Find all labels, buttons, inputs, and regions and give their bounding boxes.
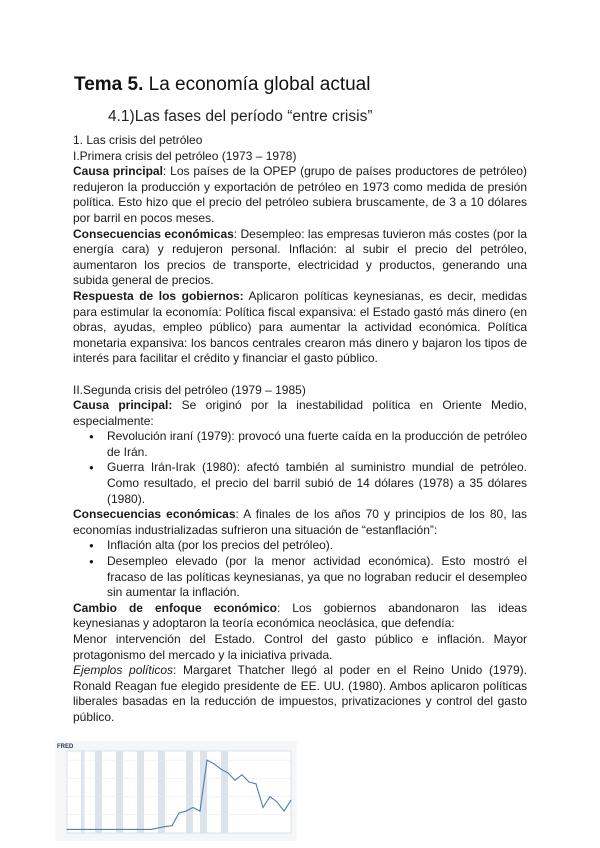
section-heading: 4.1)Las fases del período “entre crisis” <box>108 108 373 125</box>
data-point <box>277 802 278 803</box>
label: Causa principal: <box>73 398 173 413</box>
data-point <box>67 829 68 830</box>
data-point <box>186 811 187 812</box>
page-title <box>74 74 370 96</box>
data-point <box>221 769 222 770</box>
data-point <box>284 811 285 812</box>
data-point <box>249 781 250 782</box>
text: : Los gobiernos abandonaron las ideas keynesianas y adoptaron la teoría económica neoclásica, que defendía: <box>73 600 527 631</box>
crisis2-consequences <box>73 507 527 538</box>
crisis2-cause <box>73 398 527 429</box>
crisis-heading: 1. Las crisis del petróleo <box>73 133 203 147</box>
data-point <box>165 826 166 827</box>
list-item: ● Inflación alta (por los precios del petróleo). <box>107 538 527 554</box>
data-point <box>256 783 257 784</box>
document-body <box>73 133 527 726</box>
consequence-list <box>73 538 527 600</box>
recession-band <box>186 751 193 833</box>
data-point <box>81 829 82 830</box>
data-point <box>200 811 201 812</box>
data-point <box>95 829 96 830</box>
economic-shift <box>73 601 527 632</box>
recession-band <box>95 751 102 833</box>
recession-band <box>81 751 85 833</box>
political-examples <box>73 663 527 725</box>
data-point <box>172 825 173 826</box>
crisis2-subheading: II.Segunda crisis del petróleo (1979 – 1985) <box>73 382 306 397</box>
recession-band <box>158 751 165 833</box>
label: Consecuencias económicas <box>73 226 234 241</box>
label: Causa principal <box>73 164 163 179</box>
data-point <box>179 812 180 813</box>
data-point <box>137 829 138 830</box>
crisis1-consequences <box>73 227 527 289</box>
crisis1-cause <box>73 164 527 226</box>
oil-price-chart <box>55 741 297 841</box>
data-point <box>242 774 243 775</box>
recession-band <box>137 751 144 833</box>
recession-band <box>200 751 207 833</box>
data-point <box>263 807 264 808</box>
text: : Desempleo: las empresas tuvieron más costes (por la energía cara) y redujeron personal. Inflación: al subir el precio del petróleo, aumentaron los precios de transporte, electricidad y productos, generando una subida general de precios. <box>73 226 528 288</box>
data-point <box>235 780 236 781</box>
chart-brand-label: FRED <box>57 744 74 750</box>
neoclassic-points: Menor intervención del Estado. Control del gasto público e inflación. Mayor protagonismo del mercado y la iniciativa privada. <box>73 632 527 662</box>
data-point <box>109 829 110 830</box>
label: Respuesta de los gobiernos: <box>73 288 244 303</box>
data-point <box>207 760 208 761</box>
recession-band <box>221 751 228 833</box>
label: Cambio de enfoque económico <box>73 600 277 615</box>
tema-title: La economía global actual <box>148 74 371 95</box>
crisis1-response <box>73 289 527 367</box>
list-item: ● Desempleo elevado (por la menor actividad económica). Esto mostró el fracaso de las políticas keynesianas, ya que no lograban reducir el desempleo sin aumentar la inflación. <box>107 554 527 601</box>
text: Aplicaron políticas keynesianas, es decir, medidas para estimular la economía: Política fiscal expansiva: el Estado gastó más dinero (en obras, ayudas, empleo público) para aumentar la actividad económica. Política monetaria expansiva: los bancos centrales crearon más dinero y bajaron los tipos de interés para facilitar el crédito y financiar el gasto público. <box>73 288 527 366</box>
label: Consecuencias económicas <box>73 507 236 522</box>
text: : A finales de los años 70 y principios de los 80, las economías industrializadas sufrieron una situación de “estanflación”: <box>73 507 527 537</box>
text: : Margaret Thatcher llegó al poder en el Reino Unido (1979). Ronald Reagan fue elegido presidente de EE. UU. (1980). Ambos aplicaron políticas liberales basadas en la reducción de impuestos, privatizaciones y control del gasto público. <box>73 663 527 724</box>
cause-list <box>73 429 527 507</box>
tema-label: Tema 5. <box>74 74 144 95</box>
text: : Los países de la OPEP (grupo de países productores de petróleo) redujeron la producción y exportación de petróleo en 1973 como medida de presión política. Esto hizo que el precio del petróleo subiera bruscamente, de 3 a 10 dólares por barril en pocos meses. <box>73 164 527 225</box>
list-item: ● Guerra Irán-Irak (1980): afectó también al suministro mundial de petróleo. Como resultado, el precio del barril subió de 14 dólares (1978) a 35 dólares (1980). <box>107 460 527 507</box>
data-point <box>291 800 292 801</box>
label: Ejemplos políticos <box>73 663 174 678</box>
data-point <box>270 796 271 797</box>
list-item: ● Revolución iraní (1979): provocó una fuerte caída en la producción de petróleo de Irán. <box>107 429 527 460</box>
data-point <box>151 829 152 830</box>
data-point <box>214 763 215 764</box>
recession-band <box>116 751 123 833</box>
crisis1-subheading: I.Primera crisis del petróleo (1973 – 1978) <box>73 148 297 163</box>
data-point <box>228 772 229 773</box>
data-point <box>123 829 124 830</box>
data-point <box>193 807 194 808</box>
text: Se originó por la inestabilidad política en Oriente Medio, especialmente: <box>73 398 528 428</box>
